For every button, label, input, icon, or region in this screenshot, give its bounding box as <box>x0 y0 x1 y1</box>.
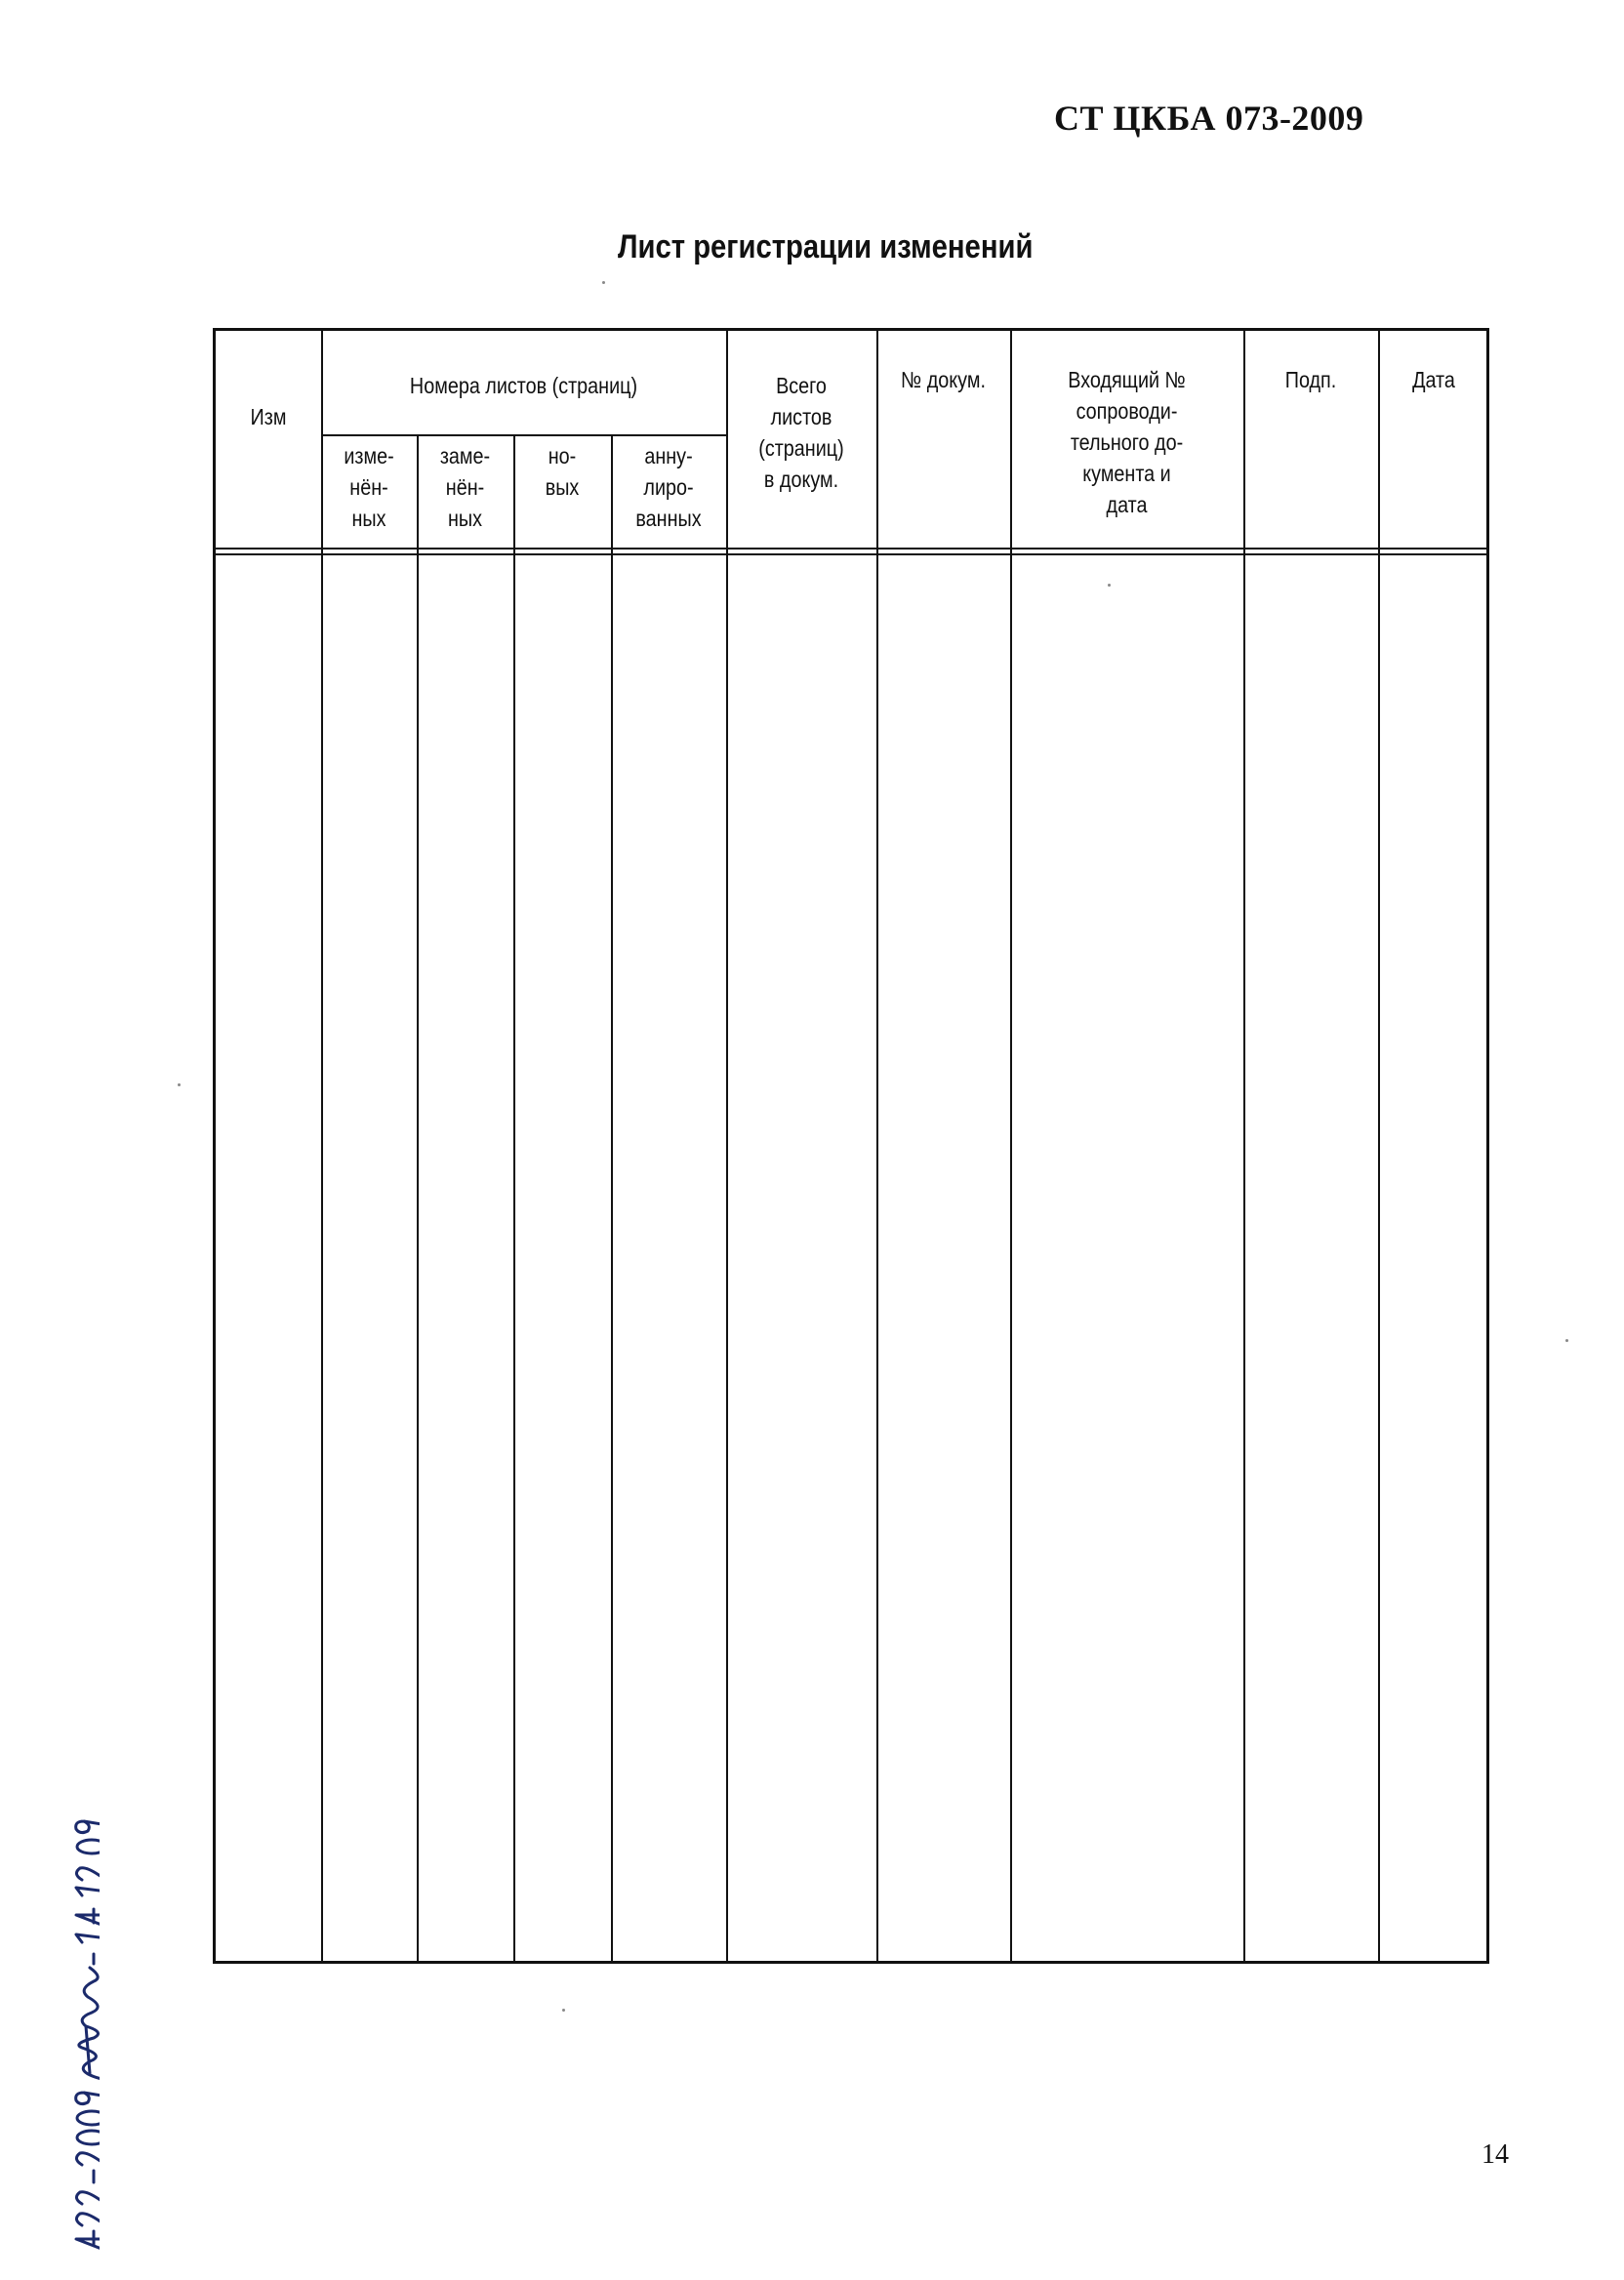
header-incoming-doc <box>1027 364 1228 520</box>
header-new <box>520 440 604 503</box>
page-number: 14 <box>1482 2139 1509 2170</box>
page-title: Лист регистрации изменений <box>617 228 1034 265</box>
document-code: СТ ЦКБА 073-2009 <box>1054 99 1364 138</box>
header-incoming-line: тельного до- <box>1070 429 1184 455</box>
change-registration-table <box>213 328 1489 1964</box>
header-new-line: но- <box>548 443 577 468</box>
header-changed <box>328 440 410 534</box>
header-incoming-line: Входящий № <box>1068 367 1186 392</box>
header-total-line: листов <box>770 404 832 429</box>
header-annulled-line: лиро- <box>643 474 694 500</box>
col-divider <box>1010 331 1012 1961</box>
scan-speck <box>562 2009 565 2012</box>
handwritten-registration-note <box>16 1718 100 2264</box>
header-replaced-line: заме- <box>439 443 491 468</box>
group-header-divider <box>321 434 726 436</box>
col-divider <box>611 436 613 1961</box>
scan-speck <box>602 281 605 284</box>
col-divider <box>417 436 419 1961</box>
header-annulled-line: ванных <box>635 506 702 531</box>
header-date: Дата <box>1412 367 1455 392</box>
col-divider <box>726 331 728 1961</box>
scan-speck <box>1108 584 1111 587</box>
header-sheet-numbers: Номера листов (страниц) <box>409 373 638 398</box>
header-incoming-line: дата <box>1106 492 1148 517</box>
header-total-line: Всего <box>776 373 827 398</box>
header-replaced-line: ных <box>447 506 483 531</box>
header-izm: Изм <box>250 404 287 429</box>
scan-speck <box>1565 1339 1568 1342</box>
header-replaced <box>424 440 507 534</box>
header-annulled <box>619 440 717 534</box>
header-total-line: в докум. <box>763 467 839 492</box>
header-changed-line: изме- <box>344 443 394 468</box>
col-divider <box>1378 331 1380 1961</box>
header-doc-number: № докум. <box>901 367 986 392</box>
col-divider <box>1243 331 1245 1961</box>
col-divider <box>876 331 878 1961</box>
header-total-line: (страниц) <box>758 435 844 461</box>
header-bottom-line-double <box>216 553 1486 555</box>
header-changed-line: нён- <box>349 474 388 500</box>
col-divider <box>321 331 323 1961</box>
header-annulled-line: анну- <box>644 443 693 468</box>
header-total-sheets <box>737 370 866 495</box>
scan-speck <box>178 1083 181 1086</box>
col-divider <box>513 436 515 1961</box>
header-changed-line: ных <box>351 506 386 531</box>
header-new-line: вых <box>545 474 580 500</box>
header-signature: Подп. <box>1284 367 1337 392</box>
header-bottom-line <box>216 548 1486 550</box>
header-incoming-line: сопроводи- <box>1076 398 1178 424</box>
header-incoming-line: кумента и <box>1082 461 1171 486</box>
header-replaced-line: нён- <box>445 474 485 500</box>
